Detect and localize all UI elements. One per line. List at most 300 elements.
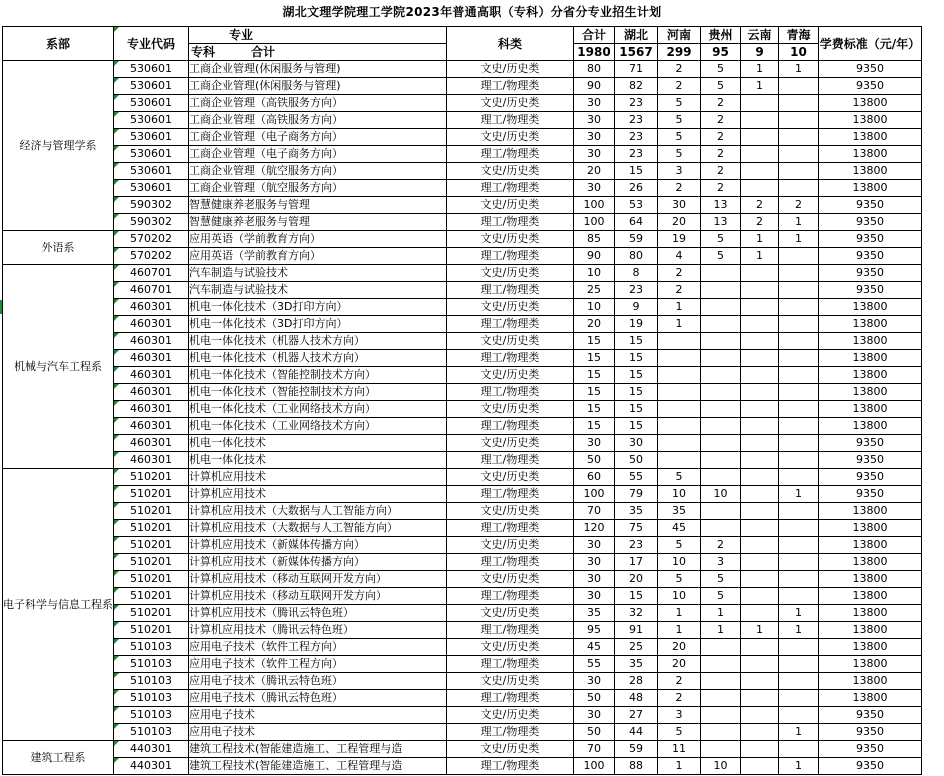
henan-cell[interactable]: 1 bbox=[658, 299, 701, 316]
subject-cell[interactable]: 理工/物理类 bbox=[447, 282, 574, 299]
yunnan-cell[interactable] bbox=[741, 112, 779, 129]
henan-cell[interactable]: 2 bbox=[658, 690, 701, 707]
guizhou-cell[interactable]: 2 bbox=[701, 95, 741, 112]
qinghai-cell[interactable]: 1 bbox=[779, 486, 819, 503]
dept-cell[interactable]: 机械与汽车工程系 bbox=[3, 265, 114, 469]
subject-cell[interactable]: 理工/物理类 bbox=[447, 146, 574, 163]
total-cell[interactable]: 45 bbox=[574, 639, 615, 656]
subject-cell[interactable]: 文史/历史类 bbox=[447, 503, 574, 520]
qinghai-cell[interactable]: 1 bbox=[779, 724, 819, 741]
fee-cell[interactable]: 9350 bbox=[819, 707, 922, 724]
major-cell[interactable]: 计算机应用技术（腾讯云特色班） bbox=[189, 622, 447, 639]
guizhou-cell[interactable] bbox=[701, 418, 741, 435]
qinghai-cell[interactable] bbox=[779, 299, 819, 316]
hubei-cell[interactable]: 20 bbox=[615, 571, 658, 588]
code-cell[interactable]: 510201 bbox=[114, 554, 189, 571]
total-cell[interactable]: 20 bbox=[574, 163, 615, 180]
hubei-cell[interactable]: 15 bbox=[615, 350, 658, 367]
subject-cell[interactable]: 理工/物理类 bbox=[447, 214, 574, 231]
hubei-cell[interactable]: 88 bbox=[615, 758, 658, 775]
qinghai-cell[interactable] bbox=[779, 435, 819, 452]
yunnan-cell[interactable] bbox=[741, 656, 779, 673]
qinghai-cell[interactable] bbox=[779, 384, 819, 401]
total-cell[interactable]: 30 bbox=[574, 673, 615, 690]
hubei-cell[interactable]: 80 bbox=[615, 248, 658, 265]
hubei-cell[interactable]: 19 bbox=[615, 316, 658, 333]
major-cell[interactable]: 机电一体化技术 bbox=[189, 452, 447, 469]
hubei-cell[interactable]: 50 bbox=[615, 452, 658, 469]
total-cell[interactable]: 90 bbox=[574, 248, 615, 265]
qinghai-cell[interactable] bbox=[779, 78, 819, 95]
henan-cell[interactable] bbox=[658, 384, 701, 401]
fee-cell[interactable]: 13800 bbox=[819, 163, 922, 180]
qinghai-cell[interactable] bbox=[779, 316, 819, 333]
fee-cell[interactable]: 9350 bbox=[819, 435, 922, 452]
major-cell[interactable]: 应用电子技术（软件工程方向） bbox=[189, 639, 447, 656]
fee-cell[interactable]: 13800 bbox=[819, 146, 922, 163]
fee-cell[interactable]: 13800 bbox=[819, 656, 922, 673]
hubei-cell[interactable]: 35 bbox=[615, 656, 658, 673]
henan-cell[interactable]: 20 bbox=[658, 639, 701, 656]
guizhou-cell[interactable]: 5 bbox=[701, 588, 741, 605]
guizhou-cell[interactable]: 5 bbox=[701, 248, 741, 265]
henan-cell[interactable]: 5 bbox=[658, 95, 701, 112]
hubei-cell[interactable]: 75 bbox=[615, 520, 658, 537]
guizhou-cell[interactable] bbox=[701, 469, 741, 486]
code-cell[interactable]: 530601 bbox=[114, 112, 189, 129]
fee-cell[interactable]: 13800 bbox=[819, 554, 922, 571]
fee-cell[interactable]: 13800 bbox=[819, 95, 922, 112]
total-cell[interactable]: 120 bbox=[574, 520, 615, 537]
subject-cell[interactable]: 理工/物理类 bbox=[447, 452, 574, 469]
yunnan-cell[interactable] bbox=[741, 673, 779, 690]
qinghai-cell[interactable] bbox=[779, 639, 819, 656]
qinghai-cell[interactable] bbox=[779, 520, 819, 537]
guizhou-cell[interactable] bbox=[701, 265, 741, 282]
total-cell[interactable]: 50 bbox=[574, 690, 615, 707]
qinghai-cell[interactable] bbox=[779, 741, 819, 758]
henan-cell[interactable] bbox=[658, 418, 701, 435]
header-guizhou-n[interactable]: 95 bbox=[701, 44, 741, 61]
guizhou-cell[interactable] bbox=[701, 673, 741, 690]
qinghai-cell[interactable] bbox=[779, 129, 819, 146]
guizhou-cell[interactable] bbox=[701, 656, 741, 673]
yunnan-cell[interactable] bbox=[741, 554, 779, 571]
guizhou-cell[interactable]: 2 bbox=[701, 129, 741, 146]
fee-cell[interactable]: 9350 bbox=[819, 452, 922, 469]
fee-cell[interactable]: 13800 bbox=[819, 673, 922, 690]
subject-cell[interactable]: 理工/物理类 bbox=[447, 724, 574, 741]
major-cell[interactable]: 应用电子技术（腾讯云特色班） bbox=[189, 690, 447, 707]
fee-cell[interactable]: 13800 bbox=[819, 622, 922, 639]
qinghai-cell[interactable] bbox=[779, 537, 819, 554]
code-cell[interactable]: 460301 bbox=[114, 435, 189, 452]
guizhou-cell[interactable] bbox=[701, 520, 741, 537]
yunnan-cell[interactable] bbox=[741, 469, 779, 486]
qinghai-cell[interactable] bbox=[779, 418, 819, 435]
code-cell[interactable]: 590302 bbox=[114, 197, 189, 214]
qinghai-cell[interactable] bbox=[779, 350, 819, 367]
major-cell[interactable]: 应用英语（学前教育方向） bbox=[189, 231, 447, 248]
guizhou-cell[interactable]: 2 bbox=[701, 537, 741, 554]
total-cell[interactable]: 35 bbox=[574, 605, 615, 622]
code-cell[interactable]: 460301 bbox=[114, 316, 189, 333]
guizhou-cell[interactable]: 3 bbox=[701, 554, 741, 571]
yunnan-cell[interactable] bbox=[741, 690, 779, 707]
subject-cell[interactable]: 理工/物理类 bbox=[447, 588, 574, 605]
guizhou-cell[interactable]: 10 bbox=[701, 758, 741, 775]
henan-cell[interactable]: 4 bbox=[658, 248, 701, 265]
hubei-cell[interactable]: 23 bbox=[615, 129, 658, 146]
subject-cell[interactable]: 理工/物理类 bbox=[447, 554, 574, 571]
henan-cell[interactable]: 11 bbox=[658, 741, 701, 758]
total-cell[interactable]: 15 bbox=[574, 350, 615, 367]
fee-cell[interactable]: 9350 bbox=[819, 78, 922, 95]
major-cell[interactable]: 应用电子技术（软件工程方向） bbox=[189, 656, 447, 673]
yunnan-cell[interactable] bbox=[741, 180, 779, 197]
subject-cell[interactable]: 理工/物理类 bbox=[447, 656, 574, 673]
header-qinghai-n[interactable]: 10 bbox=[779, 44, 819, 61]
qinghai-cell[interactable] bbox=[779, 588, 819, 605]
hubei-cell[interactable]: 82 bbox=[615, 78, 658, 95]
qinghai-cell[interactable]: 1 bbox=[779, 622, 819, 639]
header-henan[interactable]: 河南 bbox=[658, 27, 701, 44]
guizhou-cell[interactable]: 5 bbox=[701, 571, 741, 588]
code-cell[interactable]: 460301 bbox=[114, 367, 189, 384]
yunnan-cell[interactable]: 1 bbox=[741, 78, 779, 95]
code-cell[interactable]: 460301 bbox=[114, 418, 189, 435]
hubei-cell[interactable]: 15 bbox=[615, 418, 658, 435]
total-cell[interactable]: 100 bbox=[574, 197, 615, 214]
code-cell[interactable]: 460301 bbox=[114, 452, 189, 469]
header-major[interactable]: 专业 bbox=[189, 27, 447, 44]
total-cell[interactable]: 30 bbox=[574, 588, 615, 605]
total-cell[interactable]: 30 bbox=[574, 180, 615, 197]
code-cell[interactable]: 530601 bbox=[114, 61, 189, 78]
hubei-cell[interactable]: 91 bbox=[615, 622, 658, 639]
henan-cell[interactable]: 2 bbox=[658, 282, 701, 299]
major-cell[interactable]: 计算机应用技术 bbox=[189, 469, 447, 486]
fee-cell[interactable]: 9350 bbox=[819, 248, 922, 265]
henan-cell[interactable]: 3 bbox=[658, 163, 701, 180]
dept-cell[interactable]: 外语系 bbox=[3, 231, 114, 265]
major-cell[interactable]: 机电一体化技术（机器人技术方向） bbox=[189, 333, 447, 350]
total-cell[interactable]: 15 bbox=[574, 418, 615, 435]
fee-cell[interactable]: 9350 bbox=[819, 282, 922, 299]
fee-cell[interactable]: 13800 bbox=[819, 129, 922, 146]
guizhou-cell[interactable]: 2 bbox=[701, 180, 741, 197]
qinghai-cell[interactable] bbox=[779, 656, 819, 673]
subject-cell[interactable]: 文史/历史类 bbox=[447, 469, 574, 486]
yunnan-cell[interactable] bbox=[741, 299, 779, 316]
code-cell[interactable]: 510201 bbox=[114, 588, 189, 605]
code-cell[interactable]: 460301 bbox=[114, 384, 189, 401]
total-cell[interactable]: 95 bbox=[574, 622, 615, 639]
subject-cell[interactable]: 理工/物理类 bbox=[447, 486, 574, 503]
major-cell[interactable]: 应用电子技术 bbox=[189, 707, 447, 724]
code-cell[interactable]: 440301 bbox=[114, 741, 189, 758]
yunnan-cell[interactable]: 1 bbox=[741, 231, 779, 248]
yunnan-cell[interactable] bbox=[741, 503, 779, 520]
code-cell[interactable]: 460701 bbox=[114, 282, 189, 299]
total-cell[interactable]: 60 bbox=[574, 469, 615, 486]
major-cell[interactable]: 计算机应用技术 bbox=[189, 486, 447, 503]
yunnan-cell[interactable] bbox=[741, 571, 779, 588]
fee-cell[interactable]: 13800 bbox=[819, 690, 922, 707]
yunnan-cell[interactable] bbox=[741, 758, 779, 775]
qinghai-cell[interactable]: 1 bbox=[779, 758, 819, 775]
qinghai-cell[interactable] bbox=[779, 95, 819, 112]
code-cell[interactable]: 510103 bbox=[114, 707, 189, 724]
yunnan-cell[interactable] bbox=[741, 724, 779, 741]
major-cell[interactable]: 计算机应用技术（腾讯云特色班） bbox=[189, 605, 447, 622]
code-cell[interactable]: 510201 bbox=[114, 486, 189, 503]
major-cell[interactable]: 机电一体化技术（工业网络技术方向） bbox=[189, 418, 447, 435]
guizhou-cell[interactable] bbox=[701, 724, 741, 741]
fee-cell[interactable]: 9350 bbox=[819, 214, 922, 231]
henan-cell[interactable]: 5 bbox=[658, 112, 701, 129]
subject-cell[interactable]: 理工/物理类 bbox=[447, 758, 574, 775]
guizhou-cell[interactable] bbox=[701, 452, 741, 469]
subject-cell[interactable]: 文史/历史类 bbox=[447, 673, 574, 690]
code-cell[interactable]: 510201 bbox=[114, 520, 189, 537]
header-qinghai[interactable]: 青海 bbox=[779, 27, 819, 44]
yunnan-cell[interactable] bbox=[741, 588, 779, 605]
henan-cell[interactable] bbox=[658, 367, 701, 384]
guizhou-cell[interactable] bbox=[701, 384, 741, 401]
hubei-cell[interactable]: 59 bbox=[615, 741, 658, 758]
yunnan-cell[interactable] bbox=[741, 146, 779, 163]
code-cell[interactable]: 570202 bbox=[114, 231, 189, 248]
code-cell[interactable]: 510201 bbox=[114, 571, 189, 588]
yunnan-cell[interactable] bbox=[741, 486, 779, 503]
code-cell[interactable]: 460301 bbox=[114, 333, 189, 350]
code-cell[interactable]: 530601 bbox=[114, 163, 189, 180]
henan-cell[interactable]: 2 bbox=[658, 78, 701, 95]
code-cell[interactable]: 510201 bbox=[114, 605, 189, 622]
yunnan-cell[interactable] bbox=[741, 401, 779, 418]
henan-cell[interactable] bbox=[658, 452, 701, 469]
qinghai-cell[interactable] bbox=[779, 248, 819, 265]
subject-cell[interactable]: 理工/物理类 bbox=[447, 316, 574, 333]
henan-cell[interactable]: 10 bbox=[658, 486, 701, 503]
major-cell[interactable]: 计算机应用技术（移动互联网开发方向） bbox=[189, 588, 447, 605]
major-cell[interactable]: 工商企业管理（航空服务方向） bbox=[189, 163, 447, 180]
henan-cell[interactable]: 1 bbox=[658, 316, 701, 333]
henan-cell[interactable]: 2 bbox=[658, 673, 701, 690]
major-cell[interactable]: 应用英语（学前教育方向） bbox=[189, 248, 447, 265]
yunnan-cell[interactable] bbox=[741, 350, 779, 367]
fee-cell[interactable]: 13800 bbox=[819, 112, 922, 129]
code-cell[interactable]: 510103 bbox=[114, 690, 189, 707]
code-cell[interactable]: 530601 bbox=[114, 146, 189, 163]
subject-cell[interactable]: 文史/历史类 bbox=[447, 299, 574, 316]
total-cell[interactable]: 30 bbox=[574, 537, 615, 554]
code-cell[interactable]: 460701 bbox=[114, 265, 189, 282]
fee-cell[interactable]: 13800 bbox=[819, 520, 922, 537]
hubei-cell[interactable]: 48 bbox=[615, 690, 658, 707]
hubei-cell[interactable]: 35 bbox=[615, 503, 658, 520]
yunnan-cell[interactable] bbox=[741, 316, 779, 333]
yunnan-cell[interactable]: 1 bbox=[741, 248, 779, 265]
henan-cell[interactable]: 10 bbox=[658, 588, 701, 605]
header-subject[interactable]: 科类 bbox=[447, 27, 574, 61]
hubei-cell[interactable]: 27 bbox=[615, 707, 658, 724]
code-cell[interactable]: 510103 bbox=[114, 673, 189, 690]
hubei-cell[interactable]: 23 bbox=[615, 95, 658, 112]
qinghai-cell[interactable] bbox=[779, 571, 819, 588]
guizhou-cell[interactable] bbox=[701, 350, 741, 367]
code-cell[interactable]: 530601 bbox=[114, 180, 189, 197]
header-total[interactable]: 合计 bbox=[574, 27, 615, 44]
hubei-cell[interactable]: 15 bbox=[615, 367, 658, 384]
major-cell[interactable]: 计算机应用技术（新媒体传播方向） bbox=[189, 537, 447, 554]
major-cell[interactable]: 应用电子技术 bbox=[189, 724, 447, 741]
henan-cell[interactable]: 20 bbox=[658, 214, 701, 231]
fee-cell[interactable]: 13800 bbox=[819, 350, 922, 367]
hubei-cell[interactable]: 32 bbox=[615, 605, 658, 622]
total-cell[interactable]: 30 bbox=[574, 146, 615, 163]
guizhou-cell[interactable]: 1 bbox=[701, 605, 741, 622]
total-cell[interactable]: 20 bbox=[574, 316, 615, 333]
guizhou-cell[interactable] bbox=[701, 741, 741, 758]
fee-cell[interactable]: 13800 bbox=[819, 537, 922, 554]
fee-cell[interactable]: 9350 bbox=[819, 758, 922, 775]
yunnan-cell[interactable] bbox=[741, 741, 779, 758]
total-cell[interactable]: 80 bbox=[574, 61, 615, 78]
fee-cell[interactable]: 9350 bbox=[819, 724, 922, 741]
dept-cell[interactable]: 电子科学与信息工程系 bbox=[3, 469, 114, 741]
subject-cell[interactable]: 文史/历史类 bbox=[447, 537, 574, 554]
total-cell[interactable]: 15 bbox=[574, 367, 615, 384]
subject-cell[interactable]: 理工/物理类 bbox=[447, 248, 574, 265]
subject-cell[interactable]: 文史/历史类 bbox=[447, 61, 574, 78]
henan-cell[interactable]: 2 bbox=[658, 61, 701, 78]
total-cell[interactable]: 30 bbox=[574, 129, 615, 146]
major-cell[interactable]: 工商企业管理（电子商务方向） bbox=[189, 146, 447, 163]
henan-cell[interactable] bbox=[658, 333, 701, 350]
fee-cell[interactable]: 13800 bbox=[819, 639, 922, 656]
yunnan-cell[interactable] bbox=[741, 435, 779, 452]
subject-cell[interactable]: 理工/物理类 bbox=[447, 690, 574, 707]
yunnan-cell[interactable]: 1 bbox=[741, 622, 779, 639]
subject-cell[interactable]: 理工/物理类 bbox=[447, 520, 574, 537]
major-cell[interactable]: 计算机应用技术（移动互联网开发方向） bbox=[189, 571, 447, 588]
major-cell[interactable]: 机电一体化技术 bbox=[189, 435, 447, 452]
henan-cell[interactable] bbox=[658, 435, 701, 452]
fee-cell[interactable]: 9350 bbox=[819, 741, 922, 758]
henan-cell[interactable]: 3 bbox=[658, 707, 701, 724]
hubei-cell[interactable]: 15 bbox=[615, 333, 658, 350]
total-cell[interactable]: 30 bbox=[574, 707, 615, 724]
yunnan-cell[interactable] bbox=[741, 452, 779, 469]
subject-cell[interactable]: 文史/历史类 bbox=[447, 367, 574, 384]
guizhou-cell[interactable]: 13 bbox=[701, 214, 741, 231]
guizhou-cell[interactable] bbox=[701, 299, 741, 316]
guizhou-cell[interactable]: 2 bbox=[701, 146, 741, 163]
hubei-cell[interactable]: 15 bbox=[615, 588, 658, 605]
qinghai-cell[interactable] bbox=[779, 333, 819, 350]
subject-cell[interactable]: 文史/历史类 bbox=[447, 571, 574, 588]
henan-cell[interactable]: 19 bbox=[658, 231, 701, 248]
subject-cell[interactable]: 文史/历史类 bbox=[447, 435, 574, 452]
total-cell[interactable]: 15 bbox=[574, 333, 615, 350]
henan-cell[interactable]: 10 bbox=[658, 554, 701, 571]
henan-cell[interactable]: 1 bbox=[658, 605, 701, 622]
subject-cell[interactable]: 理工/物理类 bbox=[447, 180, 574, 197]
yunnan-cell[interactable] bbox=[741, 384, 779, 401]
guizhou-cell[interactable] bbox=[701, 367, 741, 384]
major-cell[interactable]: 建筑工程技术(智能建造施工、工程管理与造 bbox=[189, 758, 447, 775]
guizhou-cell[interactable] bbox=[701, 435, 741, 452]
yunnan-cell[interactable] bbox=[741, 605, 779, 622]
yunnan-cell[interactable]: 2 bbox=[741, 197, 779, 214]
hubei-cell[interactable]: 44 bbox=[615, 724, 658, 741]
henan-cell[interactable]: 5 bbox=[658, 571, 701, 588]
code-cell[interactable]: 510103 bbox=[114, 639, 189, 656]
total-cell[interactable]: 30 bbox=[574, 95, 615, 112]
hubei-cell[interactable]: 23 bbox=[615, 146, 658, 163]
henan-cell[interactable]: 5 bbox=[658, 469, 701, 486]
major-cell[interactable]: 工商企业管理（电子商务方向） bbox=[189, 129, 447, 146]
hubei-cell[interactable]: 59 bbox=[615, 231, 658, 248]
fee-cell[interactable]: 13800 bbox=[819, 401, 922, 418]
yunnan-cell[interactable]: 1 bbox=[741, 61, 779, 78]
fee-cell[interactable]: 13800 bbox=[819, 180, 922, 197]
major-cell[interactable]: 计算机应用技术（大数据与人工智能方向） bbox=[189, 503, 447, 520]
header-hubei[interactable]: 湖北 bbox=[615, 27, 658, 44]
henan-cell[interactable]: 5 bbox=[658, 724, 701, 741]
guizhou-cell[interactable] bbox=[701, 401, 741, 418]
fee-cell[interactable]: 13800 bbox=[819, 418, 922, 435]
qinghai-cell[interactable] bbox=[779, 180, 819, 197]
major-cell[interactable]: 计算机应用技术（新媒体传播方向） bbox=[189, 554, 447, 571]
hubei-cell[interactable]: 28 bbox=[615, 673, 658, 690]
total-cell[interactable]: 15 bbox=[574, 401, 615, 418]
major-cell[interactable]: 机电一体化技术（智能控制技术方向） bbox=[189, 367, 447, 384]
fee-cell[interactable]: 9350 bbox=[819, 469, 922, 486]
total-cell[interactable]: 70 bbox=[574, 741, 615, 758]
yunnan-cell[interactable] bbox=[741, 333, 779, 350]
code-cell[interactable]: 510103 bbox=[114, 724, 189, 741]
subject-cell[interactable]: 文史/历史类 bbox=[447, 333, 574, 350]
header-yunnan[interactable]: 云南 bbox=[741, 27, 779, 44]
dept-cell[interactable]: 建筑工程系 bbox=[3, 741, 114, 775]
guizhou-cell[interactable]: 2 bbox=[701, 163, 741, 180]
qinghai-cell[interactable]: 1 bbox=[779, 231, 819, 248]
major-cell[interactable]: 汽车制造与试验技术 bbox=[189, 265, 447, 282]
fee-cell[interactable]: 13800 bbox=[819, 605, 922, 622]
yunnan-cell[interactable] bbox=[741, 520, 779, 537]
henan-cell[interactable]: 35 bbox=[658, 503, 701, 520]
yunnan-cell[interactable] bbox=[741, 707, 779, 724]
guizhou-cell[interactable] bbox=[701, 690, 741, 707]
subject-cell[interactable]: 理工/物理类 bbox=[447, 418, 574, 435]
qinghai-cell[interactable] bbox=[779, 282, 819, 299]
fee-cell[interactable]: 13800 bbox=[819, 299, 922, 316]
guizhou-cell[interactable]: 5 bbox=[701, 231, 741, 248]
subject-cell[interactable]: 理工/物理类 bbox=[447, 112, 574, 129]
subject-cell[interactable]: 理工/物理类 bbox=[447, 350, 574, 367]
major-cell[interactable]: 工商企业管理(休闲服务与管理) bbox=[189, 61, 447, 78]
qinghai-cell[interactable]: 1 bbox=[779, 214, 819, 231]
hubei-cell[interactable]: 25 bbox=[615, 639, 658, 656]
header-code[interactable]: 专业代码 bbox=[114, 27, 189, 61]
header-hubei-n[interactable]: 1567 bbox=[615, 44, 658, 61]
yunnan-cell[interactable] bbox=[741, 163, 779, 180]
subject-cell[interactable]: 文史/历史类 bbox=[447, 231, 574, 248]
hubei-cell[interactable]: 23 bbox=[615, 537, 658, 554]
